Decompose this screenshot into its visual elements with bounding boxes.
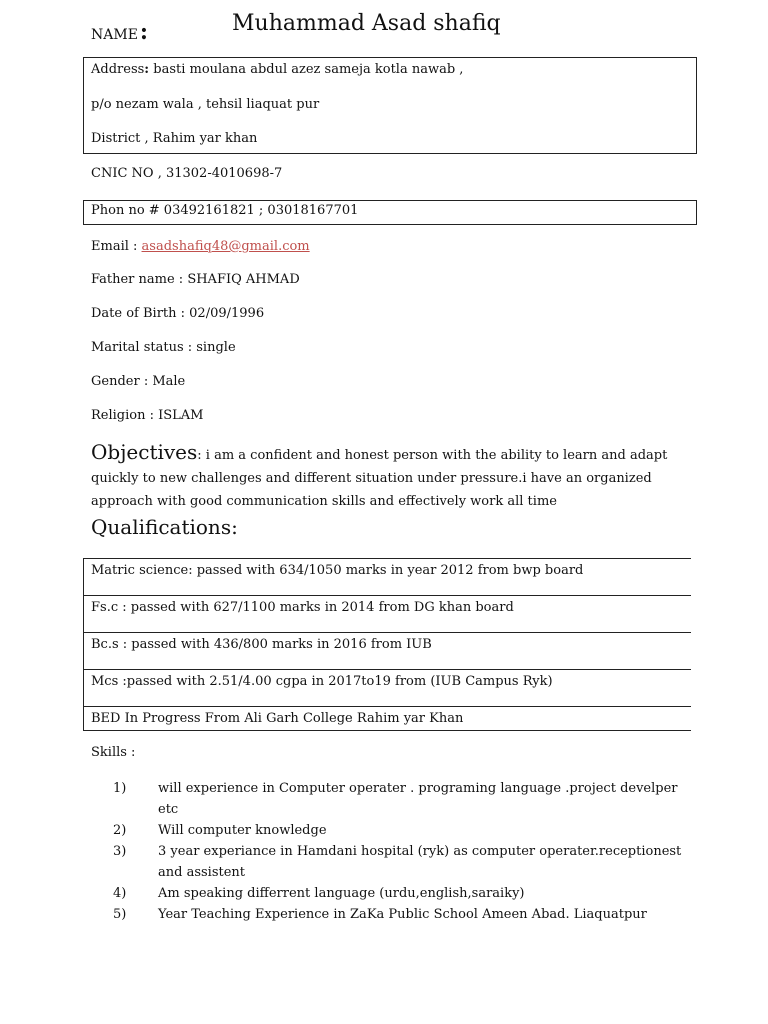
skill-item <box>0 841 768 883</box>
skill-text: Will computer knowledge <box>158 823 327 838</box>
address-line-1 <box>91 62 463 77</box>
qualifications-heading: Qualifications: <box>91 515 238 539</box>
objectives-heading: Objectives <box>91 440 198 464</box>
address-colon: : <box>144 62 150 77</box>
skill-number: 2) <box>113 823 127 838</box>
full-name: Muhammad Asad shafiq <box>232 11 501 36</box>
cnic-number: CNIC NO , 31302-4010698-7 <box>91 166 283 181</box>
skills-heading: Skills : <box>91 745 136 760</box>
skill-item <box>0 904 768 925</box>
skill-number: 5) <box>113 907 127 922</box>
gender: Gender : Male <box>91 374 186 389</box>
skills-list <box>0 778 768 925</box>
skill-number: 3) <box>113 844 127 859</box>
objectives-section <box>91 441 691 513</box>
skill-text: Am speaking differrent language (urdu,english,saraiky) <box>158 886 525 901</box>
skill-text: will experience in Computer operater . programing language .project develper etc <box>158 781 678 817</box>
email-link[interactable]: asadshafiq48@gmail.com <box>141 239 310 254</box>
address-line-1-text: basti moulana abdul azez sameja kotla nawab , <box>149 62 464 77</box>
qualification-row-bed: BED In Progress From Ali Garh College Rahim yar Khan <box>83 706 691 731</box>
email-line <box>91 239 310 254</box>
qualification-row-mcs: Mcs :passed with 2.51/4.00 cgpa in 2017to19 from (IUB Campus Ryk) <box>83 669 691 706</box>
father-name: Father name : SHAFIQ AHMAD <box>91 272 300 287</box>
name-label-colon: : <box>139 19 149 45</box>
qualification-row-fsc: Fs.c : passed with 627/1100 marks in 2014 from DG khan board <box>83 595 691 632</box>
address-line-3: District , Rahim yar khan <box>91 131 258 146</box>
phone-numbers: Phon no # 03492161821 ; 03018167701 <box>91 203 359 218</box>
objectives-text-first: : i am a confident and honest person with the ability to learn and <box>197 448 626 463</box>
name-label <box>91 19 148 45</box>
qualification-row-matric: Matric science: passed with 634/1050 marks in year 2012 from bwp board <box>83 558 691 595</box>
skill-number: 4) <box>113 886 127 901</box>
religion: Religion : ISLAM <box>91 408 204 423</box>
email-label: Email : <box>91 239 142 254</box>
address-line-2: p/o nezam wala , tehsil liaquat pur <box>91 97 320 112</box>
marital-status: Marital status : single <box>91 340 236 355</box>
name-label-text: NAME <box>91 27 138 43</box>
skill-text: Year Teaching Experience in ZaKa Public School Ameen Abad. Liaquatpur <box>158 907 647 922</box>
skill-item <box>0 820 768 841</box>
date-of-birth: Date of Birth : 02/09/1996 <box>91 306 265 321</box>
skill-text: 3 year experiance in Hamdani hospital (ryk) as computer operater.receptionest and assistent <box>158 844 682 880</box>
skill-item <box>0 778 768 820</box>
objectives-text-rest: adapt quickly to new challenges and different situation under pressure.i have an organized approach with good communication skills and effectively work all time <box>91 448 668 509</box>
skill-number: 1) <box>113 781 127 796</box>
address-label: Address <box>91 62 145 77</box>
qualification-row-bcs: Bc.s : passed with 436/800 marks in 2016 from IUB <box>83 632 691 669</box>
skill-item <box>0 883 768 904</box>
qualifications-table <box>83 558 691 731</box>
